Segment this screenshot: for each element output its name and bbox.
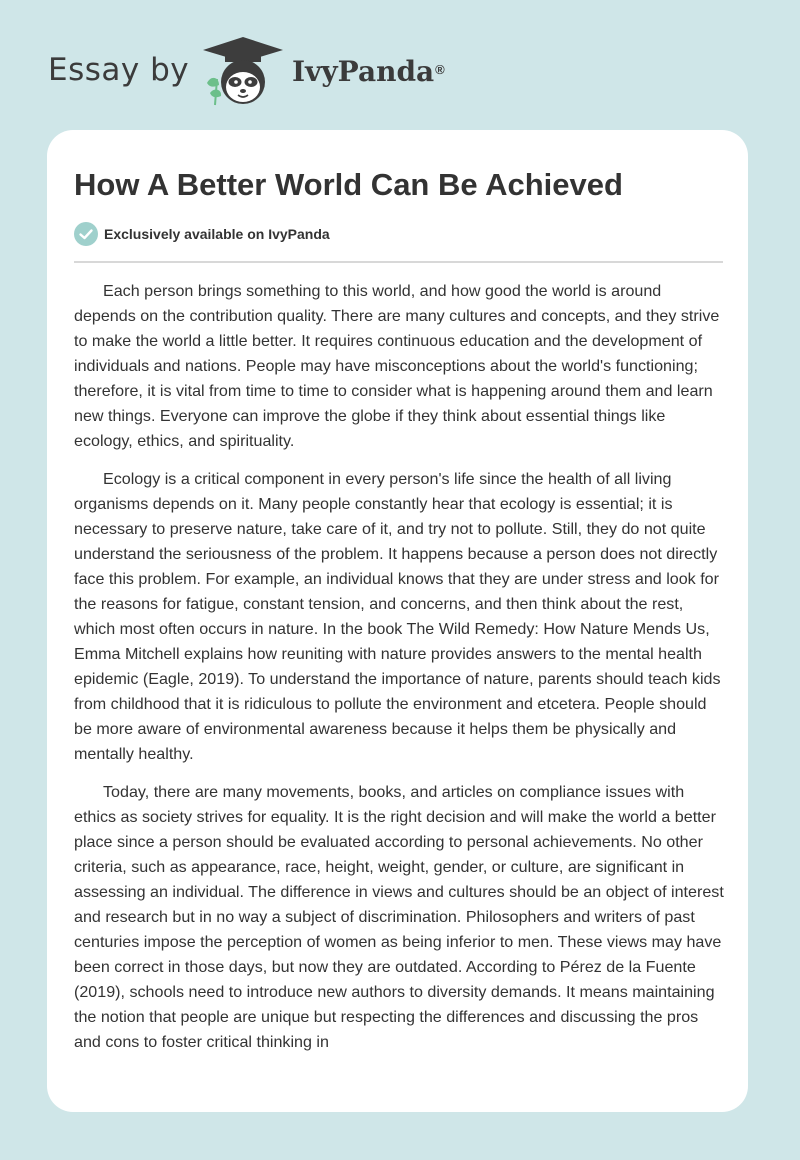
essay-title: How A Better World Can Be Achieved — [74, 167, 623, 202]
exclusive-badge — [74, 222, 330, 246]
paragraph: Each person brings something to this world, and how good the world is around depends on the contribution quality. There are many cultures and concepts, and they strive to make the world a little better. It requires continuous education and the development of individuals and nations. People may have misconceptions about the world's functioning; therefore, it is vital from time to time to consider what is happening around them and learn new things. Everyone can improve the globe if they think about essential things like ecology, ethics, and spirituality. — [74, 282, 720, 450]
paragraph: Ecology is a critical component in every person's life since the health of all living organisms depends on it. Many people constantly hear that ecology is essential; it is necessary to preserve nature, take care of it, and try not to pollute. Still, they do not quite understand the seriousness of the problem. It happens because a person does not directly face this problem. For example, an individual knows that they are under stress and look for the reasons for fatigue, constant tension, and concerns, and then think about the rest, which most often occurs in nature. In the book The Wild Remedy: How Nature Mends Us, Emma Mitchell explains how reuniting with nature provides answers to the mental health epidemic (Eagle, 2019). To understand the importance of nature, parents should teach kids from childhood that it is ridiculous to pollute the environment and etcetera. People should be more aware of environmental awareness because it helps them be physically and mentally healthy. — [74, 470, 721, 763]
registered-mark: ® — [435, 62, 445, 77]
panda-graduate-icon[interactable] — [201, 35, 285, 109]
check-circle-icon — [74, 222, 98, 246]
brand-prefix: Essay by — [48, 52, 190, 88]
title-divider — [74, 261, 723, 263]
brand-name[interactable]: IvyPanda® — [292, 55, 445, 88]
paragraph: Today, there are many movements, books, and articles on compliance issues with ethics as society strives for equality. It is the right decision and will make the world a better place since a person should be evaluated according to personal achievements. No other criteria, such as appearance, race, height, weight, gender, or culture, are significant in assessing an individual. The difference in views and cultures should be an object of interest and research but in no way a subject of discrimination. Philosophers and writers of past centuries impose the perception of women as being inferior to men. These views may have been correct in those days, but now they are outdated. According to Pérez de la Fuente (2019), schools need to introduce new authors to diversity demands. It means maintaining the notion that people are unique but respecting the differences and discussing the pros and cons to foster critical thinking in — [74, 783, 724, 1051]
essay-body — [74, 279, 724, 1068]
badge-label: Exclusively available on IvyPanda — [104, 226, 330, 242]
essay-card — [47, 130, 748, 1112]
site-header — [0, 0, 800, 130]
